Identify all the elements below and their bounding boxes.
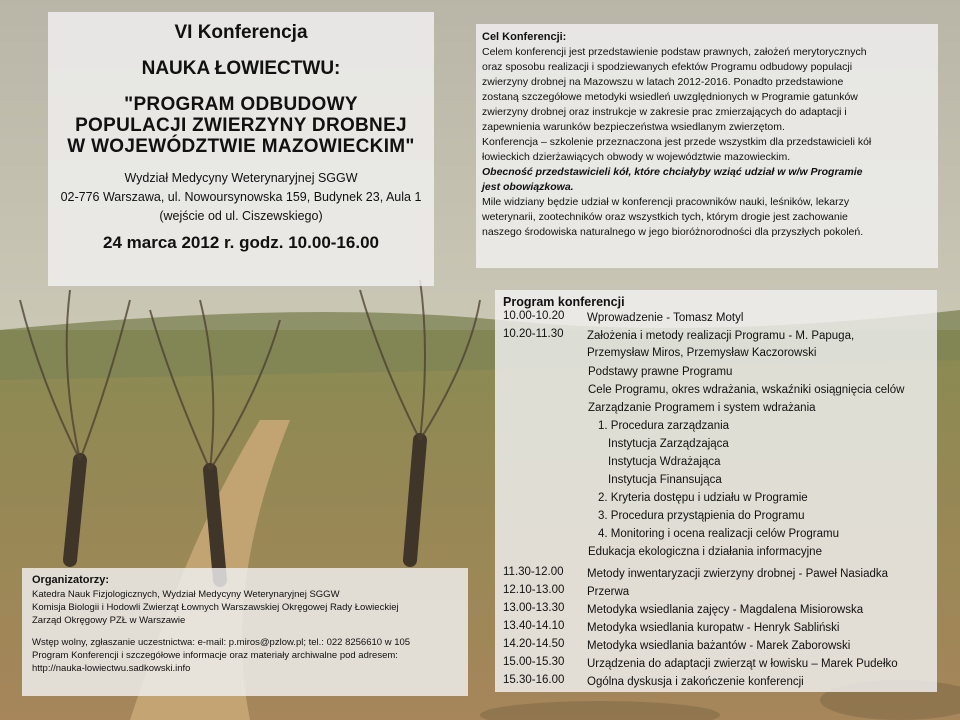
program-item: Metodyka wsiedlania zajęcy - Magdalena Misiorowska [587, 604, 864, 616]
program-time: 15.00-15.30 [503, 656, 565, 668]
goal-line: zwierzyny drobnej oraz instrukcje w zakresie prac zmierzających do adaptacji i [482, 106, 847, 118]
goal-line: weterynarii, zootechników oraz wszystkich tych, którym drogie jest zachowanie [482, 211, 848, 223]
program-item: Przemysław Miros, Przemysław Kaczorowski [587, 347, 817, 359]
program-time: 13.40-14.10 [503, 620, 565, 632]
conference-date: 24 marca 2012 r. godz. 10.00-16.00 [103, 233, 379, 252]
conference-title [48, 94, 434, 157]
goal-heading: Cel Konferencji: [482, 31, 567, 43]
venue-line: (wejście od ul. Ciszewskiego) [159, 209, 323, 223]
program-item: Wprowadzenie - Tomasz Motyl [587, 312, 744, 324]
organizers-panel [22, 568, 468, 696]
venue-line: Wydział Medycyny Weterynaryjnej SGGW [124, 171, 358, 185]
program-subitem: 1. Procedura zarządzania [598, 420, 730, 432]
goal-line: Konferencja – szkolenie przeznaczona jest przede wszystkim dla przedstawicieli kół [482, 136, 872, 148]
program-item: Metodyka wsiedlania kuropatw - Henryk Sabliński [587, 622, 840, 634]
program-time: 14.20-14.50 [503, 638, 565, 650]
organizer-line: Komisja Biologii i Hodowli Zwierząt Łownych Warszawskiej Okręgowej Rady Łowieckiej [32, 602, 399, 613]
goal-emphasis-line: jest obowiązkowa. [482, 181, 574, 193]
program-subitem: Zarządzanie Programem i system wdrażania [588, 402, 816, 414]
program-time: 13.00-13.30 [503, 602, 565, 614]
program-subitem: 2. Kryteria dostępu i udziału w Programie [598, 492, 808, 504]
program-time: 10.20-11.30 [503, 328, 564, 340]
program-subitem: Cele Programu, okres wdrażania, wskaźniki osiągnięcia celów [588, 384, 905, 396]
goal-line: Celem konferencji jest przedstawienie podstaw prawnych, założeń merytorycznych [482, 46, 867, 58]
title-line: "PROGRAM ODBUDOWY [124, 94, 358, 115]
info-line: Wstęp wolny, zgłaszanie uczestnictwa: e-mail: p.miros@pzlow.pl; tel.: 022 8256610 w 105 [32, 637, 411, 648]
program-item: Założenia i metody realizacji Programu - M. Papuga, [587, 330, 855, 342]
website-link[interactable]: http://nauka-lowiectwu.sadkowski.info [32, 663, 191, 674]
program-time: 10.00-10.20 [503, 310, 565, 322]
goal-line: zwierzyny drobnej na Mazowszu w latach 2012-2016. Ponadto przedstawione [482, 76, 844, 88]
organizers-heading: Organizatorzy: [32, 574, 110, 586]
program-time: 12.10-13.00 [503, 584, 565, 596]
program-time: 15.30-16.00 [503, 674, 565, 686]
organizer-line: Katedra Nauk Fizjologicznych, Wydział Medycyny Weterynaryjnej SGGW [32, 589, 340, 600]
program-item: Urządzenia do adaptacji zwierząt w łowisku – Marek Pudełko [587, 658, 898, 670]
goal-line: łowieckich dzierżawiących obwody w województwie mazowieckim. [482, 151, 791, 163]
conference-series: NAUKA ŁOWIECTWU: [141, 58, 341, 79]
goal-line: zapewnienia warunków bezpieczeństwa wsiedlanym zwierzętom. [482, 121, 785, 133]
conference-number: VI Konferencja [174, 22, 308, 43]
venue-line: 02-776 Warszawa, ul. Nowoursynowska 159, Budynek 23, Aula 1 [60, 190, 422, 204]
program-item: Metody inwentaryzacji zwierzyny drobnej - Paweł Nasiadka [587, 568, 889, 580]
goal-line: zostaną szczegółowe metodyki wsiedleń uwzględnionych w Programie gatunków [482, 91, 858, 103]
program-heading: Program konferencji [503, 295, 625, 309]
title-line: POPULACJI ZWIERZYNY DROBNEJ [75, 115, 407, 136]
program-subitem: 3. Procedura przystąpienia do Programu [598, 510, 805, 522]
goal-line: Mile widziany będzie udział w konferencji pracowników nauki, leśników, lekarzy [482, 196, 850, 208]
program-subitem: Podstawy prawne Programu [588, 366, 733, 378]
info-line: Program Konferencji i szczegółowe informacje oraz materiały archiwalne pod adresem: [32, 650, 398, 661]
program-subitem: Instytucja Zarządzająca [608, 438, 729, 450]
goal-panel [476, 24, 938, 268]
program-time: 11.30-12.00 [503, 566, 564, 578]
program-item: Ogólna dyskusja i zakończenie konferencji [587, 676, 804, 688]
program-panel [495, 290, 937, 692]
program-subitem: Edukacja ekologiczna i działania informacyjne [588, 546, 822, 558]
program-item: Metodyka wsiedlania bażantów - Marek Zaborowski [587, 640, 851, 652]
venue [48, 169, 434, 226]
goal-line: naszego środowiska naturalnego w jego bioróżnorodności dla przyszłych pokoleń. [482, 226, 864, 238]
program-subitem: Instytucja Wdrażająca [608, 456, 721, 468]
title-panel [48, 12, 434, 286]
organizer-line: Zarząd Okręgowy PZŁ w Warszawie [32, 615, 186, 626]
goal-line: oraz sposobu realizacji i spodziewanych efektów Programu odbudowy populacji [482, 61, 853, 73]
program-subitem: Instytucja Finansująca [608, 474, 722, 486]
program-subitem: 4. Monitoring i ocena realizacji celów Programu [598, 528, 839, 540]
goal-emphasis-line: Obecność przedstawicieli kół, które chciałyby wziąć udział w w/w Programie [482, 166, 863, 178]
title-line: W WOJEWÓDZTWIE MAZOWIECKIM" [67, 136, 415, 157]
program-item: Przerwa [587, 586, 630, 598]
